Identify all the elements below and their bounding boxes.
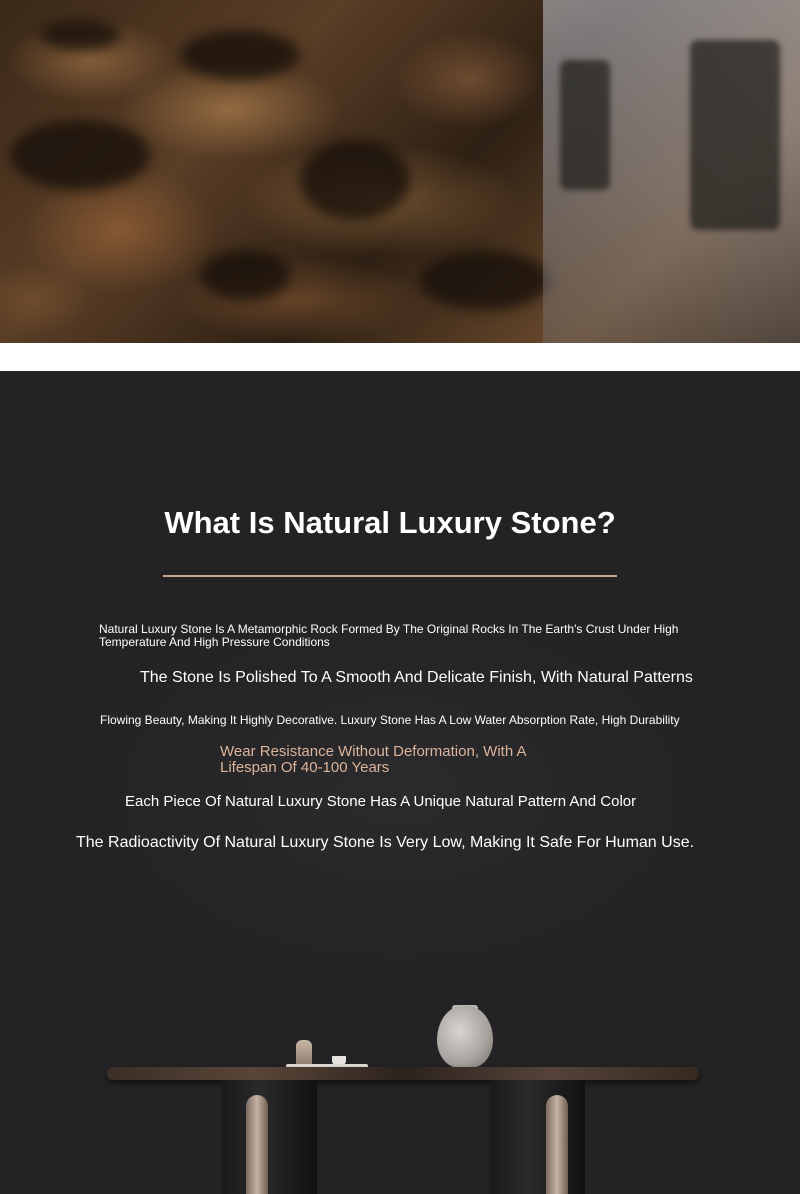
stone-vein xyxy=(10,120,150,190)
section-divider xyxy=(0,343,800,371)
table-leg-right xyxy=(490,1080,585,1194)
table-leg-inset xyxy=(546,1095,568,1194)
stone-vein xyxy=(300,140,410,220)
decor-figurine-icon xyxy=(296,1040,312,1066)
section-title: What Is Natural Luxury Stone? xyxy=(164,505,616,540)
stone-table-icon xyxy=(0,990,800,1194)
paragraph-safety: The Radioactivity Of Natural Luxury Stone Is Very Low, Making It Safe For Human Use. xyxy=(76,834,695,851)
reflection-figure xyxy=(690,40,780,230)
table-top xyxy=(107,1067,699,1080)
paragraph-polish: The Stone Is Polished To A Smooth And Delicate Finish, With Natural Patterns xyxy=(140,669,693,686)
table-leg-left xyxy=(222,1080,317,1194)
stone-vein xyxy=(420,250,550,310)
paragraph-formation: Natural Luxury Stone Is A Metamorphic Rock Formed By The Original Rocks In The Earth's Crust Under High Temperature And High Pressure Conditions xyxy=(99,622,679,649)
vase-icon xyxy=(437,1006,493,1068)
table-leg-inset xyxy=(246,1095,268,1194)
stone-vein xyxy=(180,30,300,80)
reflection-figure xyxy=(560,60,610,190)
stone-vein xyxy=(200,250,290,300)
paragraph-lifespan: Wear Resistance Without Deformation, With A Lifespan Of 40-100 Years xyxy=(220,743,526,776)
title-underline xyxy=(163,575,617,577)
stone-texture-photo xyxy=(0,0,800,343)
paragraph-unique-pattern: Each Piece Of Natural Luxury Stone Has A Unique Natural Pattern And Color xyxy=(125,793,637,810)
paragraph-durability: Flowing Beauty, Making It Highly Decorative. Luxury Stone Has A Low Water Absorption Rate, High Durability xyxy=(100,713,680,727)
stone-vein xyxy=(40,20,120,50)
